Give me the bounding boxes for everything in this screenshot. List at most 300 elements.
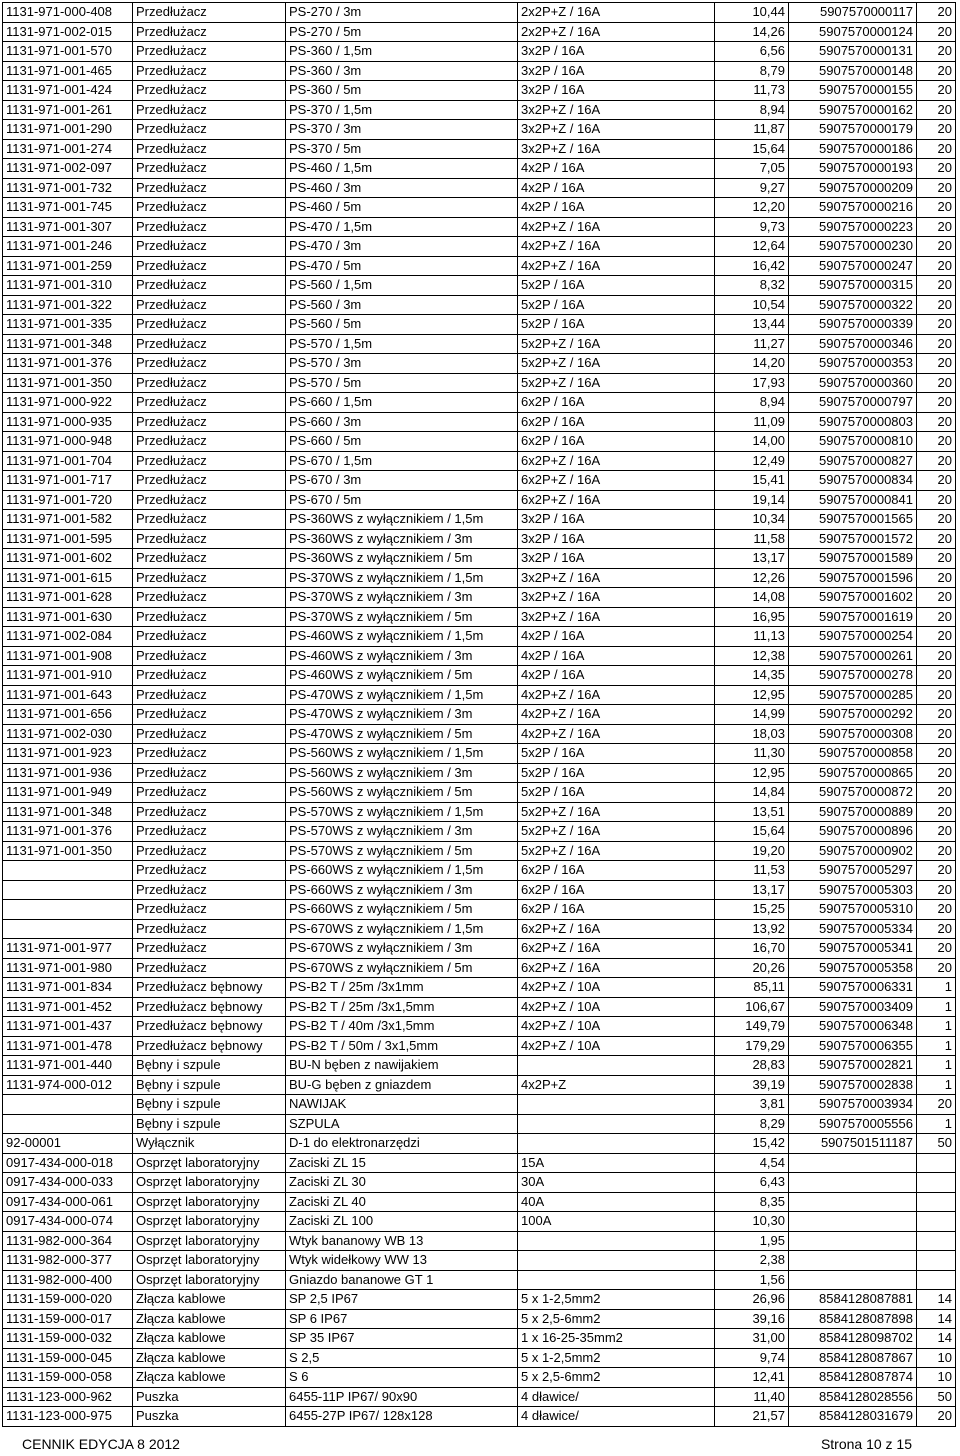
cell-price: 18,03 [715,724,789,744]
cell-price: 14,35 [715,666,789,686]
table-row [3,1153,956,1173]
cell-cat: Przedłużacz bębnowy [133,1017,286,1037]
cell-model: PS-560WS z wyłącznikiem / 3m [286,763,518,783]
cell-price: 14,99 [715,705,789,725]
cell-model: PS-B2 T / 25m /3x1,5mm [286,997,518,1017]
cell-spec: 6x2P / 16A [518,861,715,881]
cell-spec: 5 x 1-2,5mm2 [518,1348,715,1368]
cell-qty: 20 [917,451,956,471]
cell-price: 11,53 [715,861,789,881]
cell-qty [917,1270,956,1290]
cell-cat: Puszka [133,1387,286,1407]
cell-model: Zaciski ZL 100 [286,1212,518,1232]
cell-model: NAWIJAK [286,1095,518,1115]
cell-code: 1131-971-001-307 [3,217,133,237]
cell-model: PS-370WS z wyłącznikiem / 1,5m [286,568,518,588]
table-row [3,802,956,822]
cell-code: 1131-971-001-602 [3,549,133,569]
cell-price: 13,17 [715,880,789,900]
cell-cat: Osprzęt laboratoryjny [133,1231,286,1251]
cell-code: 1131-971-000-922 [3,393,133,413]
cell-price: 179,29 [715,1036,789,1056]
cell-code: 1131-971-001-246 [3,237,133,257]
cell-qty: 20 [917,588,956,608]
cell-ean: 5907570000131 [789,42,917,62]
cell-ean: 5907570005358 [789,958,917,978]
cell-ean: 5907570001589 [789,549,917,569]
cell-code: 1131-971-001-350 [3,841,133,861]
cell-spec: 30A [518,1173,715,1193]
cell-qty: 20 [917,763,956,783]
cell-price: 10,54 [715,295,789,315]
cell-qty: 20 [917,256,956,276]
table-row [3,61,956,81]
cell-ean: 5907570000346 [789,334,917,354]
cell-spec: 5x2P+Z / 16A [518,841,715,861]
table-row [3,334,956,354]
cell-price: 8,94 [715,100,789,120]
cell-code: 1131-971-001-980 [3,958,133,978]
cell-price: 15,64 [715,822,789,842]
cell-model: PS-370 / 1,5m [286,100,518,120]
table-row [3,1017,956,1037]
cell-qty: 1 [917,1017,956,1037]
cell-model: PS-370 / 3m [286,120,518,140]
cell-model: PS-360 / 5m [286,81,518,101]
cell-price: 15,25 [715,900,789,920]
cell-ean: 5907570000360 [789,373,917,393]
cell-model: Zaciski ZL 30 [286,1173,518,1193]
table-row [3,607,956,627]
table-row [3,393,956,413]
cell-model: PS-660WS z wyłącznikiem / 3m [286,880,518,900]
cell-price: 3,81 [715,1095,789,1115]
cell-cat: Złącza kablowe [133,1348,286,1368]
cell-model: PS-360 / 1,5m [286,42,518,62]
cell-price: 11,58 [715,529,789,549]
cell-spec: 4x2P / 16A [518,159,715,179]
cell-code: 1131-123-000-962 [3,1387,133,1407]
table-row [3,42,956,62]
cell-spec [518,1231,715,1251]
cell-price: 28,83 [715,1056,789,1076]
cell-ean: 5907570001572 [789,529,917,549]
cell-model: PS-460 / 1,5m [286,159,518,179]
cell-code: 1131-971-001-628 [3,588,133,608]
cell-ean: 5907570000353 [789,354,917,374]
cell-cat: Przedłużacz [133,81,286,101]
cell-spec: 5x2P / 16A [518,315,715,335]
cell-cat: Przedłużacz [133,607,286,627]
cell-cat: Przedłużacz [133,178,286,198]
cell-price: 16,70 [715,939,789,959]
cell-qty: 10 [917,1348,956,1368]
cell-ean: 5907570000902 [789,841,917,861]
cell-ean: 5907570000216 [789,198,917,218]
cell-model: SZPULA [286,1114,518,1134]
cell-qty: 20 [917,744,956,764]
cell-spec: 4x2P+Z / 10A [518,978,715,998]
table-row [3,880,956,900]
cell-price: 16,42 [715,256,789,276]
cell-price: 12,49 [715,451,789,471]
cell-model: PS-670WS z wyłącznikiem / 5m [286,958,518,978]
cell-model: PS-670 / 5m [286,490,518,510]
cell-ean: 5907570002838 [789,1075,917,1095]
cell-spec: 5x2P / 16A [518,763,715,783]
cell-spec: 3x2P+Z / 16A [518,120,715,140]
cell-code: 1131-971-000-408 [3,3,133,23]
cell-qty: 20 [917,705,956,725]
cell-price: 14,20 [715,354,789,374]
cell-qty: 20 [917,22,956,42]
cell-spec: 5x2P+Z / 16A [518,822,715,842]
cell-spec: 3x2P / 16A [518,42,715,62]
cell-code: 1131-971-001-834 [3,978,133,998]
cell-spec: 5x2P+Z / 16A [518,373,715,393]
table-row [3,490,956,510]
cell-price: 39,19 [715,1075,789,1095]
cell-qty: 1 [917,1036,956,1056]
cell-spec: 4x2P+Z / 16A [518,237,715,257]
cell-code: 1131-971-001-582 [3,510,133,530]
table-row [3,1407,956,1427]
cell-qty: 20 [917,529,956,549]
table-row [3,978,956,998]
cell-cat: Przedłużacz [133,685,286,705]
cell-code: 0917-434-000-074 [3,1212,133,1232]
cell-code: 1131-971-002-030 [3,724,133,744]
cell-model: PS-470 / 3m [286,237,518,257]
cell-spec: 6x2P / 16A [518,412,715,432]
cell-price: 14,08 [715,588,789,608]
cell-price: 1,95 [715,1231,789,1251]
table-row [3,1251,956,1271]
cell-price: 8,79 [715,61,789,81]
cell-qty: 10 [917,1368,956,1388]
cell-price: 15,41 [715,471,789,491]
table-row [3,900,956,920]
table-row [3,529,956,549]
table-row [3,763,956,783]
cell-qty: 14 [917,1290,956,1310]
cell-price: 14,00 [715,432,789,452]
cell-price: 8,32 [715,276,789,296]
cell-model: PS-470 / 1,5m [286,217,518,237]
cell-qty: 20 [917,568,956,588]
cell-qty: 20 [917,783,956,803]
table-row [3,217,956,237]
cell-ean: 5907570000230 [789,237,917,257]
cell-qty: 14 [917,1309,956,1329]
cell-ean: 5907570000872 [789,783,917,803]
cell-spec [518,1270,715,1290]
table-row [3,120,956,140]
cell-ean: 5907570000261 [789,646,917,666]
cell-code: 1131-971-001-424 [3,81,133,101]
cell-ean: 8584128087874 [789,1368,917,1388]
cell-model: PS-570 / 3m [286,354,518,374]
cell-price: 11,73 [715,81,789,101]
cell-ean: 5907570000339 [789,315,917,335]
cell-code: 1131-159-000-058 [3,1368,133,1388]
cell-model: PS-370WS z wyłącznikiem / 3m [286,588,518,608]
table-row [3,1114,956,1134]
cell-qty: 1 [917,1075,956,1095]
cell-code: 1131-971-001-348 [3,334,133,354]
table-row [3,1368,956,1388]
cell-price: 11,13 [715,627,789,647]
cell-cat: Osprzęt laboratoryjny [133,1153,286,1173]
cell-qty: 20 [917,958,956,978]
cell-spec: 4x2P+Z / 10A [518,1036,715,1056]
cell-code [3,1095,133,1115]
cell-qty: 20 [917,549,956,569]
cell-ean: 5907570000896 [789,822,917,842]
cell-spec: 4x2P+Z / 16A [518,256,715,276]
cell-cat: Puszka [133,1407,286,1427]
cell-cat: Przedłużacz [133,666,286,686]
cell-ean: 5907570002821 [789,1056,917,1076]
table-row [3,315,956,335]
cell-qty: 20 [917,880,956,900]
cell-cat: Przedłużacz [133,490,286,510]
cell-code: 1131-971-001-910 [3,666,133,686]
cell-price: 13,17 [715,549,789,569]
table-row [3,861,956,881]
cell-code [3,861,133,881]
cell-qty: 20 [917,159,956,179]
cell-cat: Przedłużacz [133,744,286,764]
cell-spec: 3x2P+Z / 16A [518,100,715,120]
cell-code: 1131-971-002-084 [3,627,133,647]
page-footer [0,1436,960,1456]
cell-price: 31,00 [715,1329,789,1349]
cell-spec: 5x2P / 16A [518,783,715,803]
page-number: Strona 10 z 15 [820,1436,912,1452]
cell-ean: 5907570000315 [789,276,917,296]
cell-ean: 5907570000827 [789,451,917,471]
cell-spec: 3x2P / 16A [518,549,715,569]
cell-code: 1131-159-000-020 [3,1290,133,1310]
cell-code [3,1114,133,1134]
table-row [3,1056,956,1076]
table-row [3,841,956,861]
cell-price: 8,29 [715,1114,789,1134]
cell-qty: 1 [917,997,956,1017]
table-row [3,3,956,23]
cell-price: 15,64 [715,139,789,159]
cell-code: 92-00001 [3,1134,133,1154]
cell-spec: 4x2P+Z [518,1075,715,1095]
cell-code: 1131-971-001-949 [3,783,133,803]
cell-model: PS-370WS z wyłącznikiem / 5m [286,607,518,627]
cell-price: 15,42 [715,1134,789,1154]
cell-cat: Przedłużacz [133,822,286,842]
cell-price: 11,30 [715,744,789,764]
cell-qty: 20 [917,315,956,335]
cell-cat: Przedłużacz [133,334,286,354]
cell-code: 1131-123-000-975 [3,1407,133,1427]
cell-ean [789,1251,917,1271]
table-row [3,646,956,666]
cell-model: PS-570WS z wyłącznikiem / 3m [286,822,518,842]
table-row [3,295,956,315]
cell-code: 1131-971-001-290 [3,120,133,140]
cell-spec: 5x2P+Z / 16A [518,802,715,822]
cell-price: 10,34 [715,510,789,530]
cell-cat: Przedłużacz [133,256,286,276]
cell-code: 1131-159-000-032 [3,1329,133,1349]
table-row [3,100,956,120]
cell-ean [789,1270,917,1290]
cell-qty [917,1173,956,1193]
cell-qty: 20 [917,841,956,861]
table-row [3,822,956,842]
cell-code: 1131-971-001-643 [3,685,133,705]
cell-qty: 20 [917,178,956,198]
cell-ean: 5907570000186 [789,139,917,159]
cell-qty: 20 [917,139,956,159]
cell-cat: Przedłużacz [133,568,286,588]
cell-qty: 20 [917,802,956,822]
cell-code: 1131-971-000-935 [3,412,133,432]
cell-spec [518,1251,715,1271]
cell-model: PS-470WS z wyłącznikiem / 1,5m [286,685,518,705]
cell-spec: 5 x 2,5-6mm2 [518,1309,715,1329]
cell-price: 19,20 [715,841,789,861]
cell-model: PS-360WS z wyłącznikiem / 5m [286,549,518,569]
cell-model: PS-B2 T / 40m /3x1,5mm [286,1017,518,1037]
cell-ean: 5907570006355 [789,1036,917,1056]
cell-ean: 5907570005556 [789,1114,917,1134]
cell-ean: 5907570000322 [789,295,917,315]
cell-code: 1131-971-002-015 [3,22,133,42]
cell-ean: 5907570000865 [789,763,917,783]
table-row [3,685,956,705]
cell-code: 1131-971-001-732 [3,178,133,198]
table-row [3,198,956,218]
cell-qty: 20 [917,81,956,101]
cell-qty: 20 [917,3,956,23]
cell-cat: Przedłużacz [133,61,286,81]
cell-price: 9,74 [715,1348,789,1368]
cell-model: PS-670 / 3m [286,471,518,491]
cell-model: PS-460WS z wyłącznikiem / 3m [286,646,518,666]
cell-cat: Przedłużacz [133,802,286,822]
cell-price: 11,87 [715,120,789,140]
cell-price: 12,41 [715,1368,789,1388]
cell-ean: 5907570000841 [789,490,917,510]
cell-cat: Przedłużacz [133,100,286,120]
cell-price: 21,57 [715,1407,789,1427]
cell-price: 19,14 [715,490,789,510]
cell-model: SP 2,5 IP67 [286,1290,518,1310]
cell-spec: 6x2P / 16A [518,432,715,452]
cell-cat: Przedłużacz [133,237,286,257]
cell-cat: Przedłużacz [133,451,286,471]
cell-model: PS-660 / 3m [286,412,518,432]
cell-ean: 5907570005310 [789,900,917,920]
cell-qty: 20 [917,822,956,842]
cell-cat: Osprzęt laboratoryjny [133,1212,286,1232]
cell-model: PS-360 / 3m [286,61,518,81]
cell-spec: 4x2P+Z / 16A [518,705,715,725]
table-row [3,178,956,198]
cell-model: PS-370 / 5m [286,139,518,159]
cell-price: 11,09 [715,412,789,432]
cell-cat: Przedłużacz [133,880,286,900]
cell-cat: Osprzęt laboratoryjny [133,1270,286,1290]
table-row [3,1212,956,1232]
cell-price: 1,56 [715,1270,789,1290]
cell-qty: 20 [917,334,956,354]
cell-spec: 4x2P+Z / 10A [518,1017,715,1037]
cell-spec: 5x2P / 16A [518,295,715,315]
cell-model: Wtyk bananowy WB 13 [286,1231,518,1251]
cell-price: 9,27 [715,178,789,198]
cell-spec: 5 x 2,5-6mm2 [518,1368,715,1388]
cell-spec: 5x2P / 16A [518,276,715,296]
cell-cat: Przedłużacz [133,939,286,959]
cell-model: PS-560 / 1,5m [286,276,518,296]
table-row [3,939,956,959]
cell-cat: Przedłużacz [133,958,286,978]
table-row [3,81,956,101]
cell-cat: Przedłużacz [133,841,286,861]
cell-spec: 3x2P / 16A [518,81,715,101]
cell-ean: 5907570000285 [789,685,917,705]
cell-model: PS-560 / 5m [286,315,518,335]
cell-model: PS-460WS z wyłącznikiem / 1,5m [286,627,518,647]
cell-spec: 3x2P / 16A [518,510,715,530]
cell-price: 10,30 [715,1212,789,1232]
cell-model: PS-570 / 1,5m [286,334,518,354]
table-row [3,412,956,432]
cell-cat: Przedłużacz [133,42,286,62]
cell-cat: Bębny i szpule [133,1114,286,1134]
cell-ean: 5907570000308 [789,724,917,744]
cell-qty: 20 [917,373,956,393]
cell-code: 1131-982-000-400 [3,1270,133,1290]
cell-model: PS-470 / 5m [286,256,518,276]
cell-ean: 5907570000193 [789,159,917,179]
table-row [3,1387,956,1407]
cell-code: 1131-971-001-923 [3,744,133,764]
cell-model: PS-B2 T / 50m / 3x1,5mm [286,1036,518,1056]
cell-price: 20,26 [715,958,789,978]
cell-price: 11,40 [715,1387,789,1407]
cell-spec: 6x2P+Z / 16A [518,919,715,939]
cell-price: 11,27 [715,334,789,354]
cell-price: 12,95 [715,685,789,705]
edition-label: CENNIK EDYCJA 8 2012 [22,1436,180,1452]
cell-model: PS-460 / 3m [286,178,518,198]
cell-price: 13,44 [715,315,789,335]
cell-price: 8,35 [715,1192,789,1212]
cell-code: 1131-971-001-465 [3,61,133,81]
cell-qty: 20 [917,490,956,510]
cell-code: 1131-971-001-615 [3,568,133,588]
cell-cat: Przedłużacz [133,588,286,608]
cell-price: 106,67 [715,997,789,1017]
cell-price: 8,94 [715,393,789,413]
cell-price: 14,26 [715,22,789,42]
table-row [3,451,956,471]
cell-qty: 20 [917,61,956,81]
cell-qty: 1 [917,1114,956,1134]
cell-ean: 5907570006348 [789,1017,917,1037]
